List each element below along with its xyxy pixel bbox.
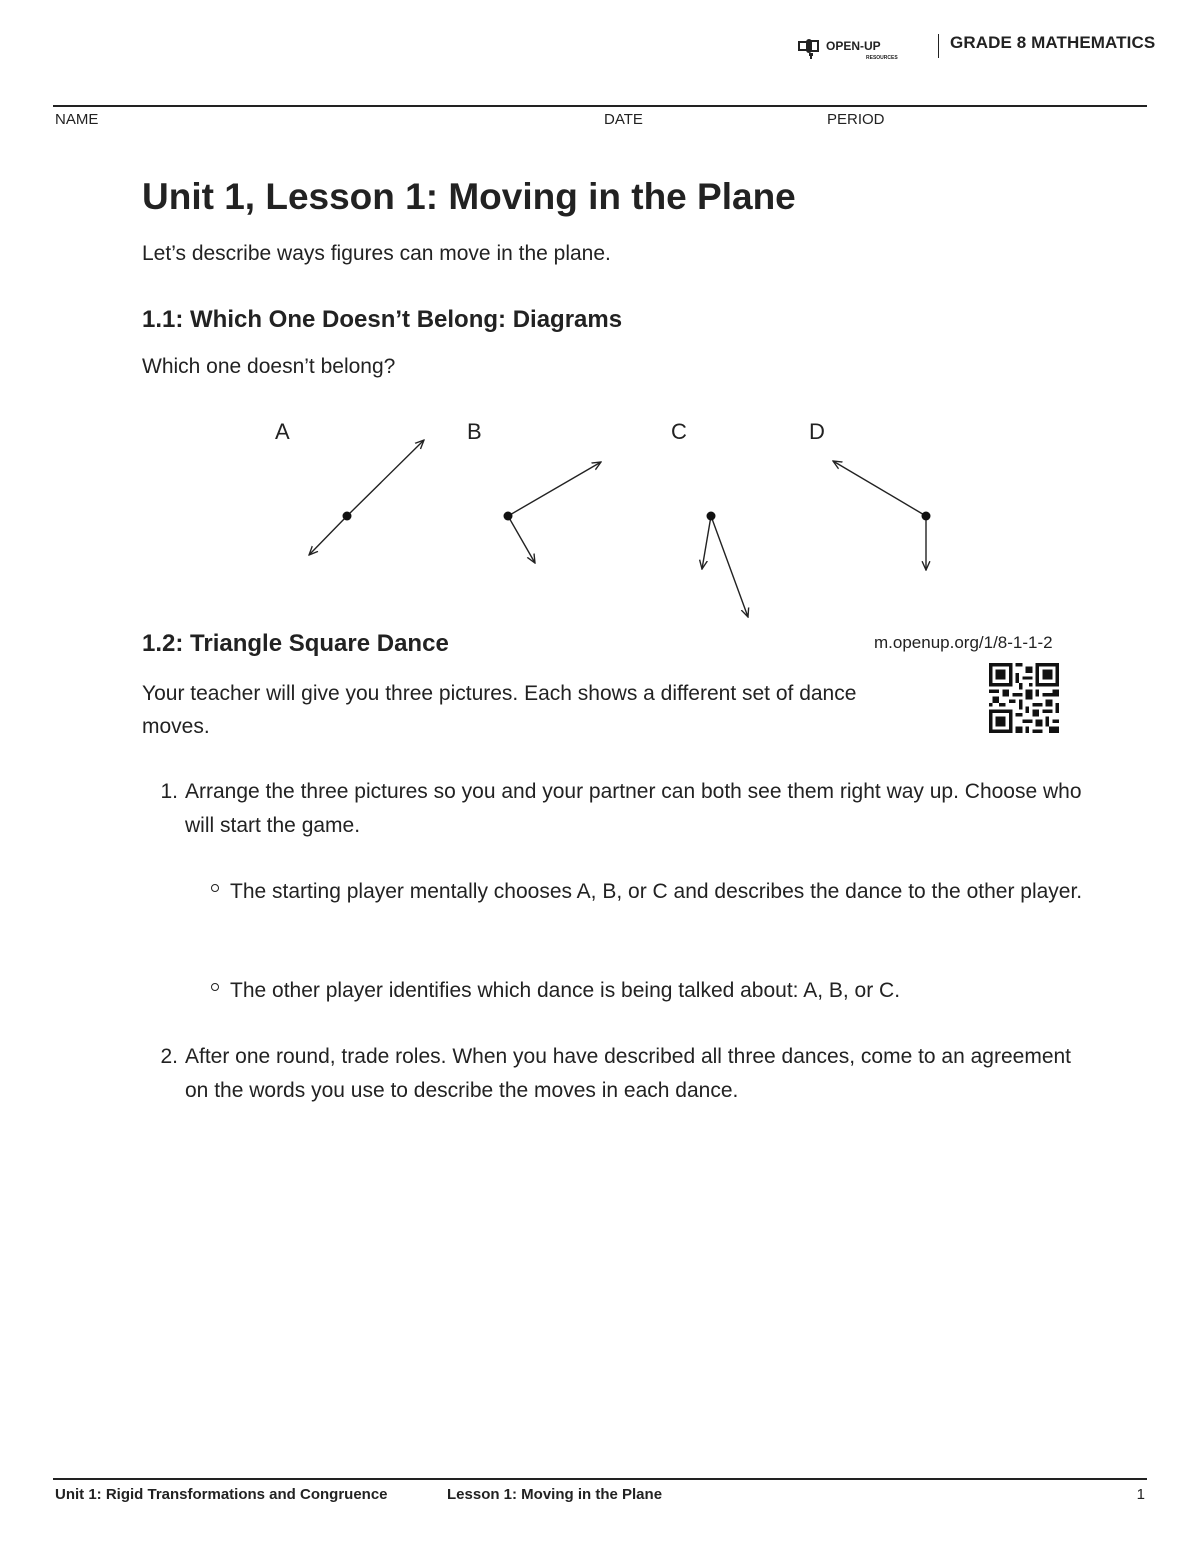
qr-code-icon[interactable] [989,663,1059,733]
header-rule [53,105,1147,107]
svg-text:RESOURCES: RESOURCES [866,55,898,61]
diagram-a-point [343,512,352,521]
section-1-2-title: 1.2: Triangle Square Dance [142,630,449,657]
list-item-text: After one round, trade roles. When you have described all three dances, come to an agreement on the words you use to describe the moves in each dance. [185,1045,1072,1102]
section-1-1-title: 1.1: Which One Doesn’t Belong: Diagrams [142,306,623,333]
lesson-title: Unit 1, Lesson 1: Moving in the Plane [142,176,796,217]
diagram-b-point [504,512,513,521]
diagram-b [508,462,601,563]
qr-url[interactable]: m.openup.org/1/8-1-1-2 [874,633,1053,652]
diagram-c-point [707,512,716,521]
diagram-label-a: A [275,419,290,444]
list-item-number: 1. [160,780,178,803]
header-separator [938,34,939,58]
diagram-label-d: D [809,419,825,444]
list-item-number: 2. [160,1045,178,1068]
svg-text:OPEN-UP: OPEN-UP [826,39,881,53]
period-field-label: PERIOD [827,111,885,128]
name-field-label: NAME [55,111,99,128]
diagram-c [702,516,748,617]
diagram-d-point [922,512,931,521]
sub-item-text: The other player identifies which dance is being talked about: A, B, or C. [230,979,901,1002]
ray-diagrams [0,400,1200,640]
section-1-1-prompt: Which one doesn’t belong? [142,355,396,378]
footer-unit: Unit 1: Rigid Transformations and Congruence [55,1486,388,1503]
diagram-d [833,461,926,570]
lesson-intro: Let’s describe ways figures can move in the plane. [142,242,611,265]
bullet-icon [211,983,219,991]
open-up-logo [796,33,922,63]
diagram-label-b: B [467,419,482,444]
footer-rule [53,1478,1147,1480]
grade-label: GRADE 8 MATHEMATICS [950,33,1156,52]
bullet-icon [211,884,219,892]
footer-lesson: Lesson 1: Moving in the Plane [447,1486,663,1503]
page-number: 1 [1136,1486,1145,1503]
list-item-text: Arrange the three pictures so you and your partner can both see them right way up. Choose who will start the game. [185,780,1082,837]
diagram-label-c: C [671,419,687,444]
sub-item-text: The starting player mentally chooses A, B, or C and describes the dance to the other player. [230,880,1083,903]
date-field-label: DATE [604,111,643,128]
diagram-a [309,440,424,555]
section-1-2-intro: Your teacher will give you three pictures. Each shows a different set of dance moves. [142,682,857,738]
